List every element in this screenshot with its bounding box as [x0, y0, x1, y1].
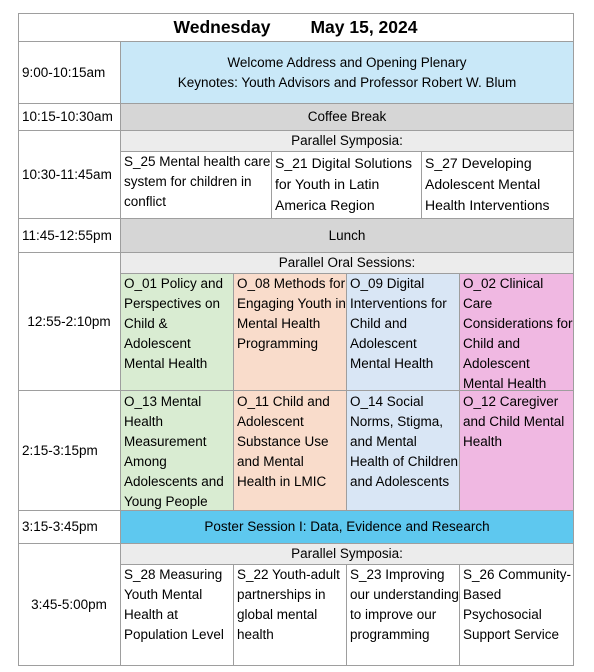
- session-cell: S_23 Improving our understanding to improve our programming: [347, 565, 460, 666]
- session-cell: S_25 Mental health care system for children in conflict: [121, 152, 272, 219]
- time-cell: 11:45-12:55pm: [18, 219, 121, 253]
- session-cell: O_08 Methods for Engaging Youth in Mental Health Programming: [234, 274, 347, 391]
- session-cell: O_12 Caregiver and Child Mental Health: [460, 391, 574, 511]
- section-heading: Parallel Symposia:: [121, 544, 574, 565]
- lunch-cell: Lunch: [121, 219, 574, 253]
- time-cell: 10:15-10:30am: [18, 104, 121, 131]
- session-cell: S_22 Youth-adult partnerships in global mental health: [234, 565, 347, 666]
- day-name: Wednesday: [173, 17, 271, 37]
- section-heading: Parallel Symposia:: [121, 131, 574, 152]
- section-heading: Parallel Oral Sessions:: [121, 253, 574, 274]
- session-cell: S_27 Developing Adolescent Mental Health Interventions: [422, 152, 574, 219]
- time-cell: 10:30-11:45am: [18, 131, 121, 219]
- session-cell: S_28 Measuring Youth Mental Health at Population Level: [121, 565, 234, 666]
- time-cell: 3:15-3:45pm: [18, 511, 121, 544]
- schedule-table: [18, 13, 574, 666]
- time-cell: 9:00-10:15am: [18, 42, 121, 104]
- session-cell: O_09 Digital Interventions for Child and Adolescent Mental Health: [347, 274, 460, 391]
- day-date: May 15, 2024: [310, 17, 418, 37]
- plenary-keynotes: Keynotes: Youth Advisors and Professor Robert W. Blum: [177, 74, 517, 90]
- time-cell: 3:45-5:00pm: [18, 544, 121, 666]
- day-header: [18, 13, 574, 42]
- session-cell: S_26 Community-Based Psychosocial Support Service: [460, 565, 574, 666]
- session-cell: O_02 Clinical Care Considerations for Child and Adolescent Mental Health: [460, 274, 574, 391]
- plenary-cell: [121, 42, 574, 104]
- time-cell: 12:55-2:10pm: [18, 253, 121, 391]
- session-cell: O_01 Policy and Perspectives on Child & Adolescent Mental Health: [121, 274, 234, 391]
- poster-session-cell: Poster Session I: Data, Evidence and Research: [121, 511, 574, 544]
- time-cell: 2:15-3:15pm: [18, 391, 121, 511]
- coffee-break-cell: Coffee Break: [121, 104, 574, 131]
- plenary-title: Welcome Address and Opening Plenary: [227, 54, 467, 70]
- session-cell: O_11 Child and Adolescent Substance Use and Mental Health in LMIC: [234, 391, 347, 511]
- session-cell: O_13 Mental Health Measurement Among Adolescents and Young People: [121, 391, 234, 511]
- session-cell: S_21 Digital Solutions for Youth in Latin America Region: [272, 152, 422, 219]
- session-cell: O_14 Social Norms, Stigma, and Mental Health of Children and Adolescents: [347, 391, 460, 511]
